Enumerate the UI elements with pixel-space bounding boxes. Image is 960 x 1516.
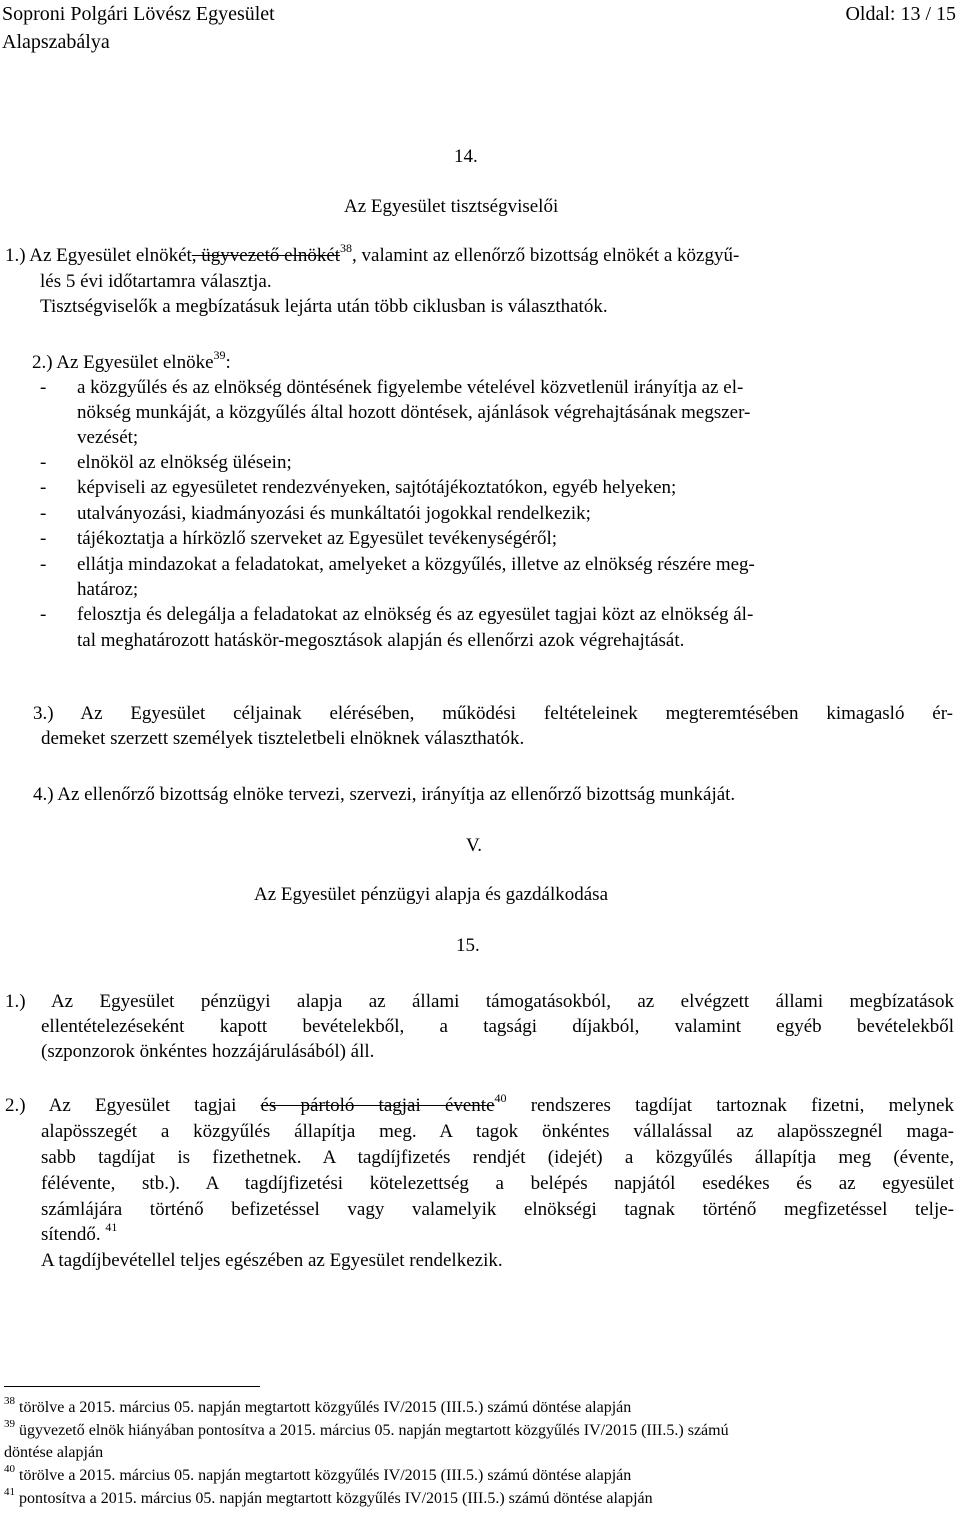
- footnote-ref-38: 38: [340, 240, 353, 255]
- finance-paragraph-2-line-4: félévente, stb.). A tagdíjfizetési kötelezettség a belépés napjától esedékes és az egyesület: [41, 1173, 954, 1194]
- finance-paragraph-1-line-2: ellentételezéseként kapott bevételekből, a tagsági díjakból, valamint egyéb bevételekből: [41, 1016, 954, 1037]
- section-number-14: 14.: [454, 146, 478, 167]
- paragraph-2-intro: 2.) Az Egyesület elnöke$^{39}$:: [32, 347, 231, 373]
- footnote-39-cont: döntése alapján: [4, 1444, 104, 1461]
- paragraph-4: 4.) Az ellenőrző bizottság elnöke tervezi, szervezi, irányítja az ellenőrző bizottság munkáját.: [33, 784, 736, 805]
- footnote-41: $^{41}$ pontosítva a 2015. március 05. napján megtartott közgyűlés IV/2015 (III.5.) számú döntése alapján: [4, 1485, 653, 1507]
- section-heading-officers: Az Egyesület tisztségviselői: [344, 196, 559, 217]
- paragraph-3-line-2: demeket szerzett személyek tiszteletbeli elnöknek választhatók.: [41, 728, 525, 749]
- list-item-6-cont: határoz;: [77, 579, 139, 600]
- list-item-1-cont-2: vezését;: [77, 427, 139, 448]
- footnote-ref-40: 40: [494, 1090, 507, 1105]
- finance-paragraph-2-line-3: sabb tagdíjat is fizethetnek. A tagdíjfizetés rendjét (idejét) a közgyűlés állapítja meg (évente,: [41, 1147, 954, 1168]
- footnote-ref-41: 41: [105, 1219, 118, 1234]
- footnote-38: $^{38}$ törölve a 2015. március 05. napján megtartott közgyűlés IV/2015 (III.5.) számú döntése alapján: [4, 1394, 632, 1416]
- footnote-39: $^{39}$ ügyvezető elnök hiányában pontosítva a 2015. március 05. napján megtartott közgyűlés IV/2015 (III.5.) számú: [4, 1417, 729, 1439]
- header-page-number: Oldal: 13 / 15: [845, 3, 956, 25]
- footnote-separator: [4, 1386, 260, 1387]
- footnote-40: $^{40}$ törölve a 2015. március 05. napján megtartott közgyűlés IV/2015 (III.5.) számú döntése alapján: [4, 1462, 632, 1484]
- finance-paragraph-1-line-1: 1.) Az Egyesület pénzügyi alapja az állami támogatásokból, az elvégzett állami megbízatások: [5, 991, 954, 1012]
- paragraph-3-line-1: 3.) Az Egyesület céljainak elérésében, működési feltételeinek megteremtésében kimagasló ér-: [33, 703, 953, 724]
- paragraph-1-line-3: Tisztségviselők a megbízatásuk lejárta után több ciklusban is választhatók.: [40, 296, 608, 317]
- chapter-roman-numeral: V.: [466, 835, 483, 856]
- list-item-7-cont: tal meghatározott hatáskör-megosztások alapján és ellenőrzi azok végrehajtását.: [77, 630, 685, 651]
- header-org: Soproni Polgári Lövész Egyesület: [2, 3, 275, 25]
- section-number-15: 15.: [456, 935, 480, 956]
- finance-paragraph-2-line-7: A tagdíjbevétellel teljes egészében az Egyesület rendelkezik.: [41, 1250, 503, 1271]
- header-doc-title: Alapszabálya: [2, 31, 110, 53]
- list-item-1-cont-1: nökség munkáját, a közgyűlés által hozott döntések, ajánlások végrehajtásának megszer-: [77, 402, 751, 423]
- paragraph-1-line-1: 1.) Az Egyesület elnökét, ügyvezető elnökét$^{38}$, valamint az ellenőrző bizottság elnökét a közgyű-: [5, 240, 740, 266]
- finance-paragraph-2-line-6: sítendő. $^{41}$: [41, 1219, 118, 1245]
- finance-paragraph-2-line-2: alapösszegét a közgyűlés állapítja meg. A tagok önkéntes vállalással az alapösszegnél maga-: [41, 1121, 954, 1142]
- finance-paragraph-2-line-1: 2.) Az Egyesület tagjai és pártoló tagjai évente$^{40}$ rendszeres tagdíjat tartoznak fizetni, melynek: [5, 1090, 954, 1116]
- finance-paragraph-1-line-3: (szponzorok önkéntes hozzájárulásából) áll.: [41, 1041, 375, 1062]
- footnote-ref-39: 39: [213, 347, 226, 362]
- finance-paragraph-2-line-5: számlájára történő befizetéssel vagy valamelyik elnökségi tagnak történő megfizetéssel telje-: [41, 1199, 954, 1220]
- chapter-heading-finances: Az Egyesület pénzügyi alapja és gazdálkodása: [254, 884, 608, 905]
- paragraph-1-line-2: lés 5 évi időtartamra választja.: [40, 271, 272, 292]
